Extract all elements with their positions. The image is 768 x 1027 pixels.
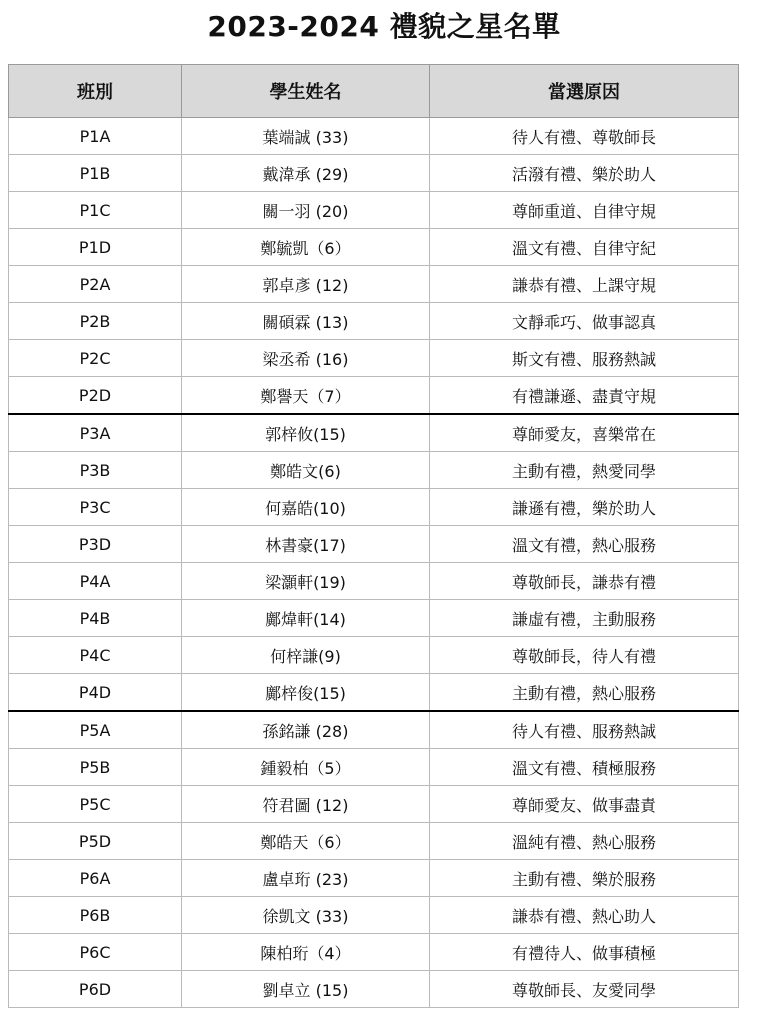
table-row: [9, 118, 739, 155]
reason-cell: 主動有禮、樂於服務: [430, 860, 739, 897]
class-cell: P3C: [9, 489, 182, 526]
table-row: [9, 563, 739, 600]
courtesy-star-table: [8, 64, 739, 1008]
student-name-cell: 梁丞希 (16): [182, 340, 430, 377]
reason-cell: 尊師愛友、做事盡責: [430, 786, 739, 823]
class-cell: P5B: [9, 749, 182, 786]
table-row: [9, 526, 739, 563]
table-row: [9, 229, 739, 266]
reason-cell: 謙恭有禮、熱心助人: [430, 897, 739, 934]
student-name-cell: 鄭皓天（6）: [182, 823, 430, 860]
student-name-cell: 關一羽 (20): [182, 192, 430, 229]
header-student-name: 學生姓名: [182, 65, 430, 118]
reason-cell: 溫文有禮、積極服務: [430, 749, 739, 786]
class-cell: P5A: [9, 711, 182, 749]
class-cell: P3B: [9, 452, 182, 489]
reason-cell: 活潑有禮、樂於助人: [430, 155, 739, 192]
student-name-cell: 徐凱文 (33): [182, 897, 430, 934]
class-cell: P4A: [9, 563, 182, 600]
table-row: [9, 452, 739, 489]
student-name-cell: 葉端誠 (33): [182, 118, 430, 155]
reason-cell: 尊敬師長、友愛同學: [430, 971, 739, 1008]
student-name-cell: 梁灝軒(19): [182, 563, 430, 600]
table-header: [9, 65, 739, 118]
class-cell: P5D: [9, 823, 182, 860]
class-cell: P6D: [9, 971, 182, 1008]
reason-cell: 主動有禮，熱愛同學: [430, 452, 739, 489]
class-cell: P4D: [9, 674, 182, 712]
class-cell: P3D: [9, 526, 182, 563]
student-name-cell: 何嘉皓(10): [182, 489, 430, 526]
student-name-cell: 劉卓立 (15): [182, 971, 430, 1008]
table-row: [9, 303, 739, 340]
table-row: [9, 600, 739, 637]
reason-cell: 尊敬師長，謙恭有禮: [430, 563, 739, 600]
table-row: [9, 971, 739, 1008]
student-name-cell: 孫銘謙 (28): [182, 711, 430, 749]
table-row: [9, 934, 739, 971]
student-name-cell: 關碩霖 (13): [182, 303, 430, 340]
reason-cell: 待人有禮、尊敬師長: [430, 118, 739, 155]
reason-cell: 尊師重道、自律守規: [430, 192, 739, 229]
class-cell: P4C: [9, 637, 182, 674]
table-row: [9, 377, 739, 415]
table-row: [9, 897, 739, 934]
table-row: [9, 414, 739, 452]
student-name-cell: 鄺煒軒(14): [182, 600, 430, 637]
table-row: [9, 340, 739, 377]
student-name-cell: 林書豪(17): [182, 526, 430, 563]
reason-cell: 謙遜有禮，樂於助人: [430, 489, 739, 526]
class-cell: P5C: [9, 786, 182, 823]
header-reason: 當選原因: [430, 65, 739, 118]
student-name-cell: 鍾毅柏（5）: [182, 749, 430, 786]
table-row: [9, 749, 739, 786]
reason-cell: 溫文有禮，熱心服務: [430, 526, 739, 563]
class-cell: P2C: [9, 340, 182, 377]
table-row: [9, 489, 739, 526]
reason-cell: 主動有禮，熱心服務: [430, 674, 739, 712]
class-cell: P2B: [9, 303, 182, 340]
class-cell: P1B: [9, 155, 182, 192]
reason-cell: 溫文有禮、自律守紀: [430, 229, 739, 266]
student-name-cell: 符君圖 (12): [182, 786, 430, 823]
table-body: [9, 118, 739, 1008]
reason-cell: 斯文有禮、服務熱誠: [430, 340, 739, 377]
table-row: [9, 155, 739, 192]
table-row: [9, 266, 739, 303]
student-name-cell: 鄭毓凱（6）: [182, 229, 430, 266]
student-name-cell: 鄭譽天（7）: [182, 377, 430, 415]
class-cell: P1A: [9, 118, 182, 155]
header-class: 班別: [9, 65, 182, 118]
table-row: [9, 860, 739, 897]
reason-cell: 溫純有禮、熱心服務: [430, 823, 739, 860]
reason-cell: 待人有禮、服務熱誠: [430, 711, 739, 749]
table-row: [9, 674, 739, 712]
reason-cell: 謙恭有禮、上課守規: [430, 266, 739, 303]
student-name-cell: 郭卓彥 (12): [182, 266, 430, 303]
student-name-cell: 戴湋承 (29): [182, 155, 430, 192]
table-row: [9, 192, 739, 229]
class-cell: P2D: [9, 377, 182, 415]
student-name-cell: 鄭皓文(6): [182, 452, 430, 489]
class-cell: P4B: [9, 600, 182, 637]
reason-cell: 尊敬師長，待人有禮: [430, 637, 739, 674]
reason-cell: 有禮待人、做事積極: [430, 934, 739, 971]
class-cell: P3A: [9, 414, 182, 452]
table-row: [9, 711, 739, 749]
header-row: [9, 65, 739, 118]
student-name-cell: 陳柏珩（4）: [182, 934, 430, 971]
reason-cell: 尊師愛友，喜樂常在: [430, 414, 739, 452]
class-cell: P6C: [9, 934, 182, 971]
student-name-cell: 鄺梓俊(15): [182, 674, 430, 712]
student-name-cell: 郭梓攸(15): [182, 414, 430, 452]
class-cell: P1D: [9, 229, 182, 266]
table-row: [9, 786, 739, 823]
table-row: [9, 637, 739, 674]
reason-cell: 有禮謙遜、盡責守規: [430, 377, 739, 415]
reason-cell: 謙虛有禮，主動服務: [430, 600, 739, 637]
class-cell: P6A: [9, 860, 182, 897]
table-row: [9, 823, 739, 860]
student-name-cell: 盧卓珩 (23): [182, 860, 430, 897]
student-name-cell: 何梓謙(9): [182, 637, 430, 674]
reason-cell: 文靜乖巧、做事認真: [430, 303, 739, 340]
page-title: 2023-2024 禮貌之星名單: [207, 10, 561, 43]
class-cell: P2A: [9, 266, 182, 303]
class-cell: P1C: [9, 192, 182, 229]
class-cell: P6B: [9, 897, 182, 934]
